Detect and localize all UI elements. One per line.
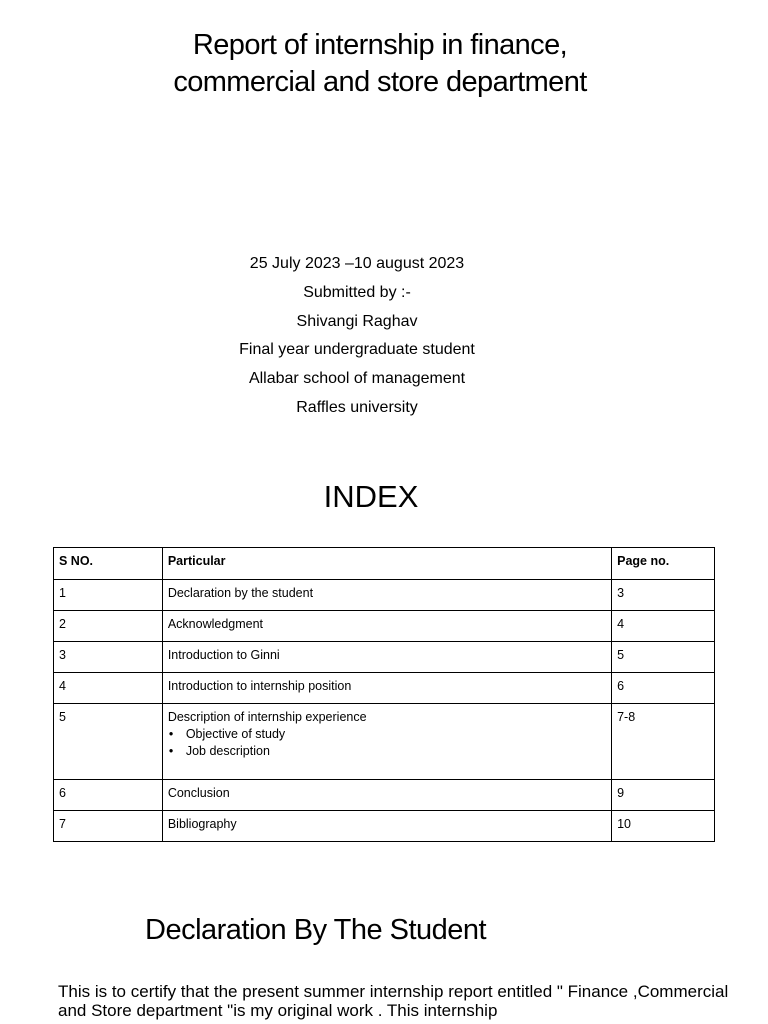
row-particular: Bibliography	[162, 811, 611, 842]
report-title	[0, 27, 760, 101]
table-row	[54, 642, 715, 673]
row-particular-cell	[162, 704, 611, 780]
row-particular: Conclusion	[162, 780, 611, 811]
table-row	[54, 780, 715, 811]
row-page: 6	[612, 673, 715, 704]
school-name: Allabar school of management	[248, 370, 466, 388]
row-particular: Declaration by the student	[162, 580, 611, 611]
row-sno: 2	[54, 611, 163, 642]
submission-info	[0, 250, 714, 423]
report-title-line-2: commercial and store department	[173, 66, 587, 98]
table-row	[54, 673, 715, 704]
row-sno: 6	[54, 780, 163, 811]
row-page: 10	[612, 811, 715, 842]
row-particular: Acknowledgment	[162, 611, 611, 642]
row-particular: Introduction to Ginni	[162, 642, 611, 673]
row-page: 7-8	[612, 704, 715, 780]
header-page: Page no.	[612, 548, 715, 580]
list-item: • Job description	[186, 743, 606, 760]
row-sno: 3	[54, 642, 163, 673]
declaration-heading: Declaration By The Student	[145, 914, 487, 946]
table-row	[54, 704, 715, 780]
row-page: 5	[612, 642, 715, 673]
student-name: Shivangi Raghav	[296, 312, 418, 330]
header-sno: S NO.	[54, 548, 163, 580]
index-table-header-row	[54, 548, 715, 580]
table-row	[54, 811, 715, 842]
row-particular: Introduction to internship position	[162, 673, 611, 704]
declaration-text: This is to certify that the present summer internship report entitled " Finance ,Commercial and Store department "is my original work . This internship	[58, 982, 729, 1020]
submitted-by-label: Submitted by :-	[303, 283, 411, 301]
index-heading: INDEX	[323, 479, 419, 514]
row-sno: 1	[54, 580, 163, 611]
index-table	[53, 547, 715, 842]
internship-dates: 25 July 2023 –10 august 2023	[249, 255, 465, 272]
table-row	[54, 580, 715, 611]
row-sno: 4	[54, 673, 163, 704]
row-particular: Description of internship experience	[167, 710, 367, 724]
table-row	[54, 611, 715, 642]
row-page: 3	[612, 580, 715, 611]
list-item: • Objective of study	[186, 726, 606, 743]
row-sno: 5	[54, 704, 163, 780]
row-sno: 7	[54, 811, 163, 842]
university-name: Raffles university	[296, 398, 418, 416]
header-particular: Particular	[162, 548, 611, 580]
report-title-line-1: Report of internship in finance,	[192, 29, 568, 61]
row-page: 4	[612, 611, 715, 642]
row-page: 9	[612, 780, 715, 811]
sub-item-list	[168, 726, 606, 760]
student-role: Final year undergraduate student	[239, 341, 475, 359]
